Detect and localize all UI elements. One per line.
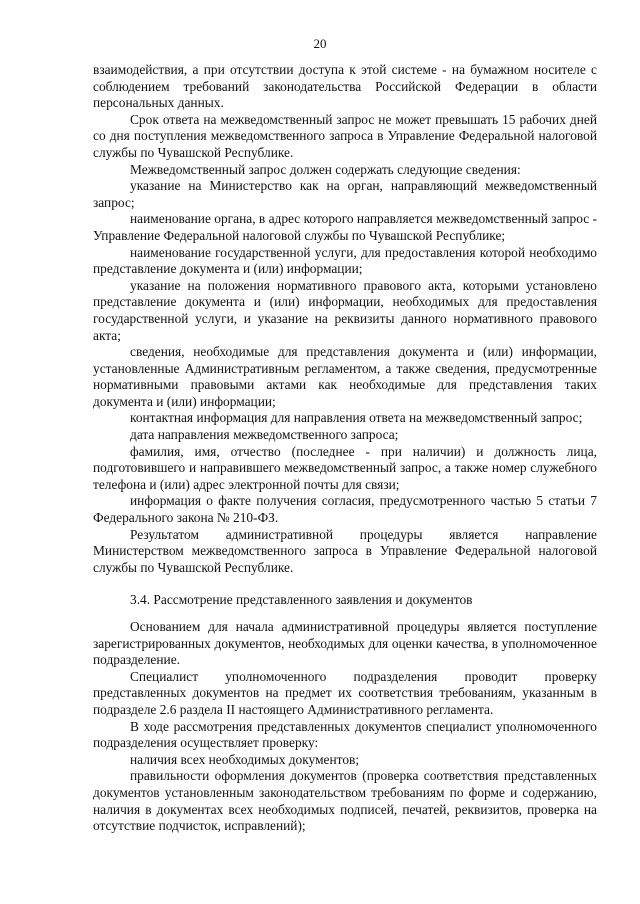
paragraph: наименование государственной услуги, для предоставления которой необходимо представление документа и (или) информации; [93, 244, 597, 277]
paragraph: В ходе рассмотрения представленных документов специалист уполномоченного подразделения осуществляет проверку: [93, 718, 597, 751]
paragraph: взаимодействия, а при отсутствии доступа к этой системе - на бумажном носителе с соблюдением требований законодательства Российской Федерации в области персональных данных. [93, 62, 597, 111]
paragraph: дата направления межведомственного запроса; [130, 427, 399, 443]
paragraphs-before-heading [93, 62, 597, 576]
paragraphs-after-heading [93, 619, 597, 835]
page-number: 20 [313, 36, 327, 51]
paragraph: указание на Министерство как на орган, направляющий межведомственный запрос; [93, 178, 597, 210]
paragraph: сведения, необходимые для представления документа и (или) информации, установленные Административным регламентом, а также сведения, предусмотренные нормативными правовыми актами как необходимые для представления таких документа и (или) информации; [93, 344, 597, 409]
paragraph: Основанием для начала административной процедуры является поступление зарегистрированных документов, необходимых для оценки качества, в уполномоченное подразделение. [93, 619, 597, 668]
paragraph: фамилия, имя, отчество (последнее - при наличии) и должность лица, подготовившего и направившего межведомственный запрос, а также номер служебного телефона и (или) адрес электронной почты для связи; [93, 443, 597, 492]
paragraph: указание на положения нормативного правового акта, которыми установлено представление документа и (или) информации, необходимых для предоставления государственной услуги, и указание на реквизиты данного нормативного правового акта; [93, 277, 597, 343]
paragraph: информация о факте получения согласия, предусмотренного частью 5 статьи 7 Федерального закона № 210-ФЗ. [93, 493, 597, 526]
section-heading: 3.4. Рассмотрение представленного заявления и документов [130, 592, 473, 608]
page-content [93, 62, 597, 835]
paragraph: правильности оформления документов (проверка соответствия представленных документов установленным законодательством требованиям по форме и содержанию, наличия в документах всех необходимых подписей, печатей, реквизитов, проверка на отсутствие подчисток, исправлений); [93, 768, 597, 834]
paragraph: наименование органа, в адрес которого направляется межведомственный запрос - Управление Федеральной налоговой службы по Чувашской Республике; [93, 211, 597, 243]
paragraph: Межведомственный запрос должен содержать следующие сведения: [130, 161, 521, 177]
paragraph: Срок ответа на межведомственный запрос не может превышать 15 рабочих дней со дня поступления межведомственного запроса в Управление Федеральной налоговой службы по Чувашской Республике. [93, 111, 597, 160]
paragraph: Специалист уполномоченного подразделения проводит проверку представленных документов на предмет их соответствия требованиям, указанным в подразделе 2.6 раздела II настоящего Административного регламента. [93, 668, 597, 717]
paragraph: контактная информация для направления ответа на межведомственный запрос; [130, 410, 583, 426]
paragraph: Результатом административной процедуры является направление Министерством межведомственного запроса в Управление Федеральной налоговой службы по Чувашской Республике. [93, 526, 597, 575]
paragraph: наличия всех необходимых документов; [130, 751, 360, 767]
